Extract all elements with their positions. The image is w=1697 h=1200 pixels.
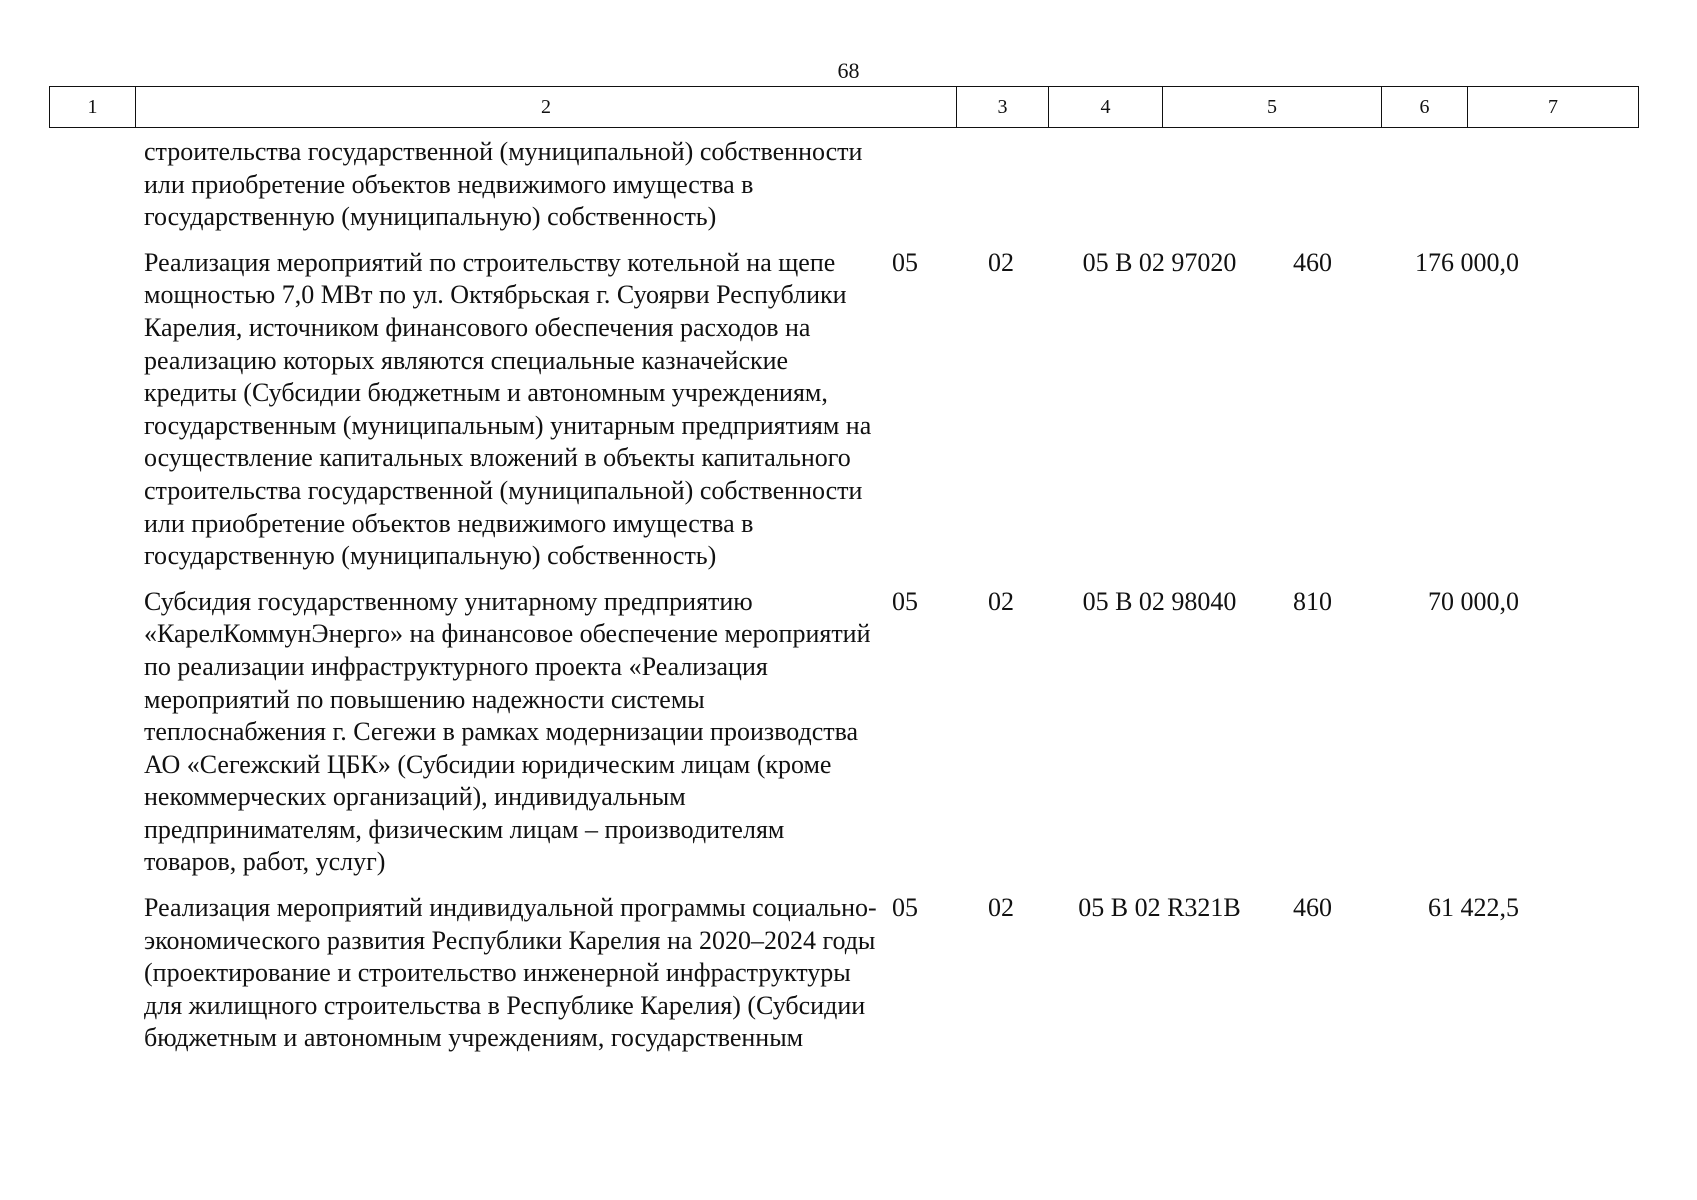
page-number: 68 — [837, 58, 860, 83]
row-target-code: 05 В 02 R321В — [1078, 893, 1241, 923]
budget-rows — [49, 136, 1638, 1068]
table-row — [49, 586, 1638, 879]
row-subsection — [953, 136, 1049, 234]
row-section: 05 — [892, 893, 918, 923]
row-subsection: 02 — [988, 247, 1014, 277]
row-description: Реализация мероприятий индивидуальной программы социально- экономического развития Республики Карелия на 2020–2024 годы (проектирование и строительство инженерной инфраструктуры для жилищного строительства в Республике Карелия) (Субсидии бюджетным и автономным учреждениям, государственным — [144, 893, 877, 1053]
row-section — [857, 136, 953, 234]
table-row — [49, 136, 1638, 234]
row-section: 05 — [892, 247, 918, 277]
column-header-2: 2 — [136, 87, 957, 128]
row-description: строительства государственной (муниципальной) собственности или приобретение объектов недвижимого имущества в государственную (муниципальную) собственность) — [144, 137, 863, 232]
row-expense-type — [1270, 136, 1355, 234]
table-row — [49, 247, 1638, 573]
column-header-5: 5 — [1163, 87, 1382, 128]
column-header-3: 3 — [957, 87, 1049, 128]
row-expense-type: 460 — [1293, 247, 1332, 277]
column-header-7: 7 — [1468, 87, 1639, 128]
column-header-4: 4 — [1049, 87, 1163, 128]
column-header-table — [49, 86, 1639, 128]
table-row — [49, 892, 1638, 1055]
row-description: Субсидия государственному унитарному предприятию «КарелКоммунЭнерго» на финансовое обеспечение мероприятий по реализации инфраструктурного проекта «Реализация мероприятий по повышению надежности системы теплоснабжения г. Сегежи в рамках модернизации производства АО «Сегежский ЦБК» (Субсидии юридическим лицам (кроме некоммерческих организаций), индивидуальным предпринимателям, физическим лицам – производителям товаров, работ, услуг) — [144, 586, 871, 877]
row-expense-type: 460 — [1293, 893, 1332, 923]
row-subsection: 02 — [988, 586, 1014, 616]
column-header-row — [50, 87, 1639, 128]
row-description: Реализация мероприятий по строительству котельной на щепе мощностью 7,0 МВт по ул. Октябрьская г. Суоярви Республики Карелия, источником финансового обеспечения расходов на реализацию которых являются специальные казначейские кредиты (Субсидии бюджетным и автономным учреждениям, государственным (муниципальным) унитарным предприятиям на осуществление капитальных вложений в объекты капитального строительства государственной (муниципальной) собственности или приобретение объектов недвижимого имущества в государственную (муниципальную) собственность) — [144, 247, 872, 571]
row-amount — [1355, 136, 1527, 234]
row-expense-type: 810 — [1293, 586, 1332, 616]
row-target-code — [1049, 136, 1270, 234]
row-section: 05 — [892, 586, 918, 616]
row-target-code: 05 В 02 97020 — [1082, 247, 1237, 277]
row-target-code: 05 В 02 98040 — [1082, 586, 1237, 616]
column-header-1: 1 — [50, 87, 136, 128]
row-amount: 70 000,0 — [1428, 586, 1519, 616]
row-amount: 176 000,0 — [1415, 247, 1519, 277]
row-amount: 61 422,5 — [1428, 893, 1519, 923]
column-header-6: 6 — [1382, 87, 1468, 128]
row-subsection: 02 — [988, 893, 1014, 923]
